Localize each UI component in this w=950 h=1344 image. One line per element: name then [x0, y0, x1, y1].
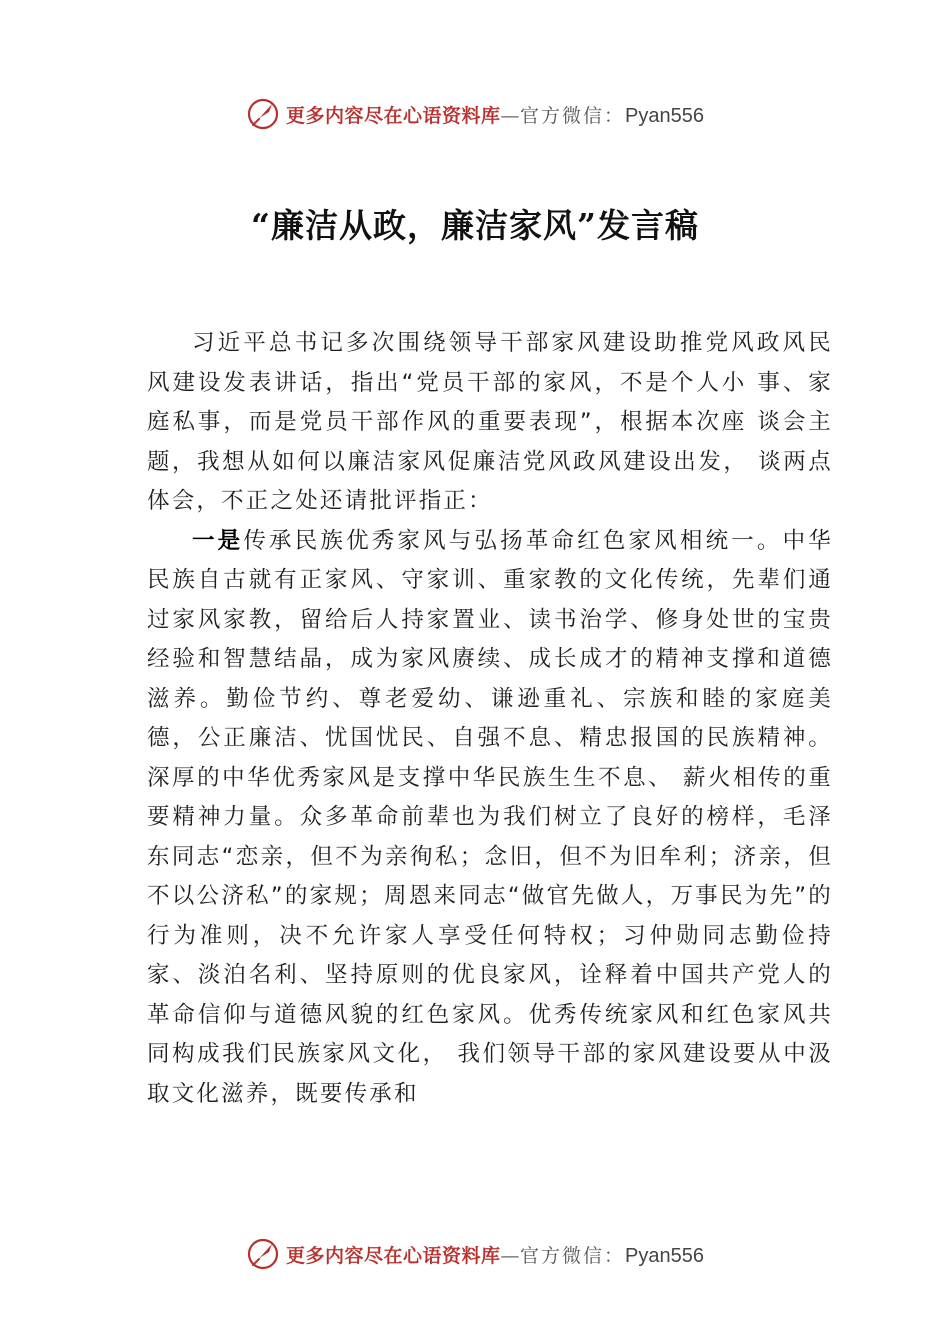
banner-dash: —	[500, 104, 521, 127]
banner-wechat-id: Pyan556	[625, 104, 704, 127]
banner-wechat-label: 官方微信：	[520, 1244, 626, 1267]
header-banner	[0, 94, 950, 134]
footer-banner-text	[286, 1241, 704, 1268]
paragraph-text: 传承民族优秀家风与弘扬革命红色家风相统一。中华民族自古就有正家风、守家训、重家教的文化传统，先辈们通过家风家教，留给后人持家置业、读书治学、修身处世的宝贵经验和智慧结晶，成为家风赓续、成长成才的精神支撑和道德滋养。勤俭节约、尊老爱幼、谦逊重礼、宗族和睦的家庭美德，公正廉洁、忧国忧民、自强不息、精忠报国的民族精神。深厚的中华优秀家风是支撑中华民族生生不息、 薪火相传的重要精神力量。众多革命前辈也为我们树立了良好的榜样，毛泽东同志“恋亲，但不为亲徇私；念旧，但不为旧牟利；济亲，但不以公济私”的家规；周恩来同志“做官先做人，万事民为先”的行为准则，决不允许家人享受任何特权；习仲勋同志勤俭持家、淡泊名利、坚持原则的优良家风，诠释着中国共产党人的革命信仰与道德风貌的红色家风。优秀传统家风和红色家风共同构成我们民族家风文化， 我们领导干部的家风建设要从中汲取文化滋养，既要传承和	[147, 527, 833, 1107]
banner-slogan: 更多内容尽在心语资料库	[286, 104, 501, 127]
quill-pen-logo-icon	[246, 1237, 280, 1271]
banner-wechat-label: 官方微信：	[520, 104, 626, 127]
paragraph-point-one	[147, 522, 833, 1115]
document-body	[147, 324, 833, 1114]
banner-dash: —	[500, 1244, 521, 1267]
paragraph-text: 习近平总书记多次围绕领导干部家风建设助推党风政风民风建设发表讲话，指出“党员干部的家风，不是个人小 事、家庭私事，而是党员干部作风的重要表现”，根据本次座 谈会主题，我想从如何以廉洁家风促廉洁党风政风建设出发， 谈两点体会，不正之处还请批评指正：	[147, 330, 833, 514]
header-banner-text	[286, 101, 704, 128]
quill-pen-logo-icon	[246, 97, 280, 131]
banner-wechat-id: Pyan556	[625, 1244, 704, 1267]
banner-slogan: 更多内容尽在心语资料库	[286, 1244, 501, 1267]
paragraph-intro	[147, 324, 833, 522]
footer-banner	[0, 1234, 950, 1274]
paragraph-lead: 一是	[192, 527, 244, 554]
document-title: “廉洁从政，廉洁家风”发言稿	[251, 206, 699, 245]
